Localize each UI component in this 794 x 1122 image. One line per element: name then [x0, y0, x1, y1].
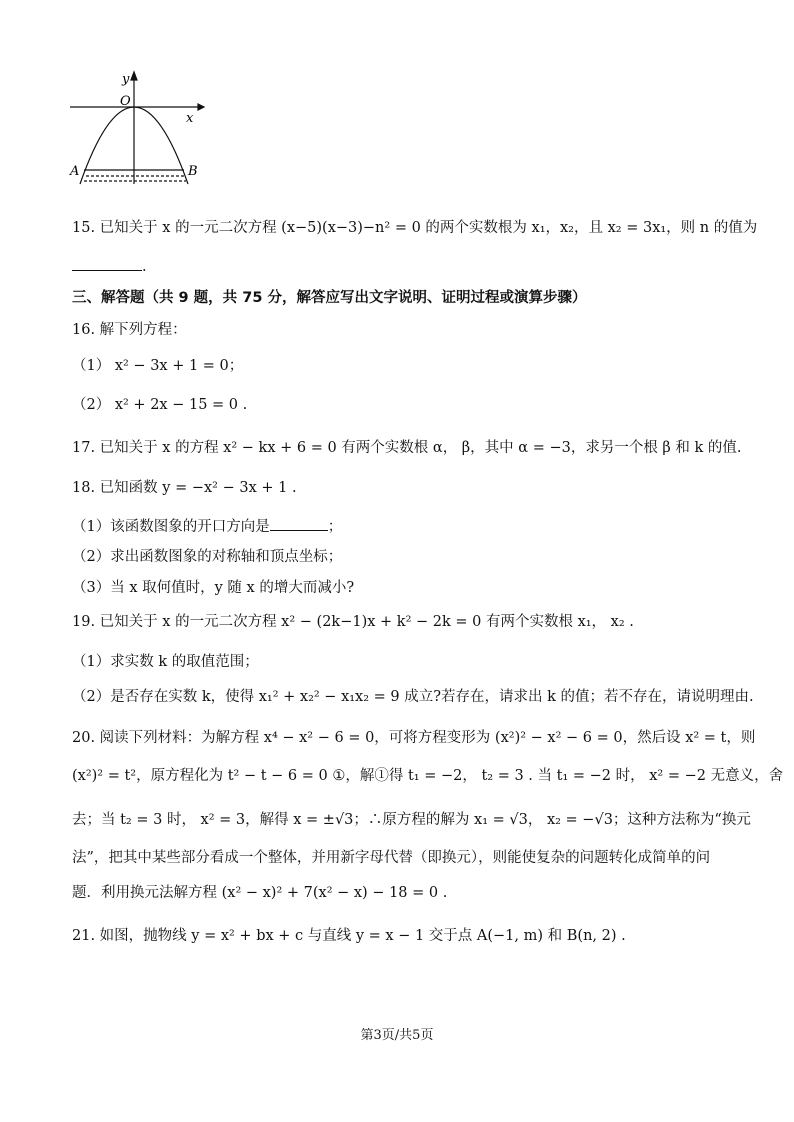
question-19-part-1: （1）求实数 k 的取值范围；	[72, 654, 259, 670]
point-b-label: B	[188, 164, 198, 179]
section-3-heading: 三、解答题（共 9 题，共 75 分，解答应写出文字说明、证明过程或演算步骤）	[72, 290, 587, 306]
question-18-part-1: （1）该函数图象的开口方向是 ；	[72, 516, 342, 537]
page-footer: 第3页/共5页	[360, 1028, 434, 1043]
point-a-label: A	[70, 164, 80, 179]
parabola-figure	[66, 68, 206, 188]
x-axis-label: x	[186, 111, 194, 126]
question-20-line-4: 法”，把其中某些部分看成一个整体，并用新字母代替（即换元），则能使复杂的问题转化成简单的问	[72, 850, 711, 866]
y-axis-arrow	[131, 72, 137, 80]
question-18-stem: 18. 已知函数 y = −x² − 3x + 1 .	[72, 480, 297, 496]
question-19-part-2: （2）是否存在实数 k，使得 x₁² + x₂² − x₁x₂ = 9 成立?若存在，请求出 k 的值；若不存在，请说明理由.	[72, 689, 754, 705]
question-16-part-2: （2） x² + 2x − 15 = 0 .	[72, 397, 248, 413]
x-axis-arrow	[198, 104, 204, 110]
question-19-stem: 19. 已知关于 x 的一元二次方程 x² − (2k−1)x + k² − 2k = 0 有两个实数根 x₁， x₂ .	[72, 614, 634, 630]
question-18-part-3: （3）当 x 取何值时，y 随 x 的增大而减小?	[72, 580, 355, 596]
question-16-stem: 16. 解下列方程：	[72, 322, 187, 338]
question-20-line-3: 去；当 t₂ = 3 时， x² = 3，解得 x = ±√3；∴原方程的解为 x₁ = √3， x₂ = −√3；这种方法称为“换元	[72, 812, 751, 828]
question-18-part-2: （2）求出函数图象的对称轴和顶点坐标；	[72, 549, 343, 565]
question-17: 17. 已知关于 x 的方程 x² − kx + 6 = 0 有两个实数根 α， β，其中 α = −3，求另一个根 β 和 k 的值.	[72, 440, 742, 456]
question-15: 15. 已知关于 x 的一元二次方程 (x−5)(x−3)−n² = 0 的两个实数根为 x₁，x₂，且 x₂ = 3x₁，则 n 的值为	[72, 220, 758, 236]
question-21: 21. 如图，抛物线 y = x² + bx + c 与直线 y = x − 1 交于点 A(−1, m) 和 B(n, 2) .	[72, 928, 626, 944]
question-16-part-1: （1） x² − 3x + 1 = 0；	[72, 358, 244, 374]
origin-label: O	[120, 94, 131, 109]
question-20-line-5: 题．利用换元法解方程 (x² − x)² + 7(x² − x) − 18 = 0 .	[72, 885, 448, 901]
question-20-line-1: 20. 阅读下列材料：为解方程 x⁴ − x² − 6 = 0，可将方程变形为 (x²)² − x² − 6 = 0，然后设 x² = t，则	[72, 730, 756, 746]
question-20-line-2: (x²)² = t²，原方程化为 t² − t − 6 = 0 ①，解①得 t₁ = −2， t₂ = 3 . 当 t₁ = −2 时， x² = −2 无意义，舍	[72, 768, 784, 784]
y-axis-label: y	[122, 72, 130, 87]
question-15-answer-line: .	[72, 256, 147, 277]
